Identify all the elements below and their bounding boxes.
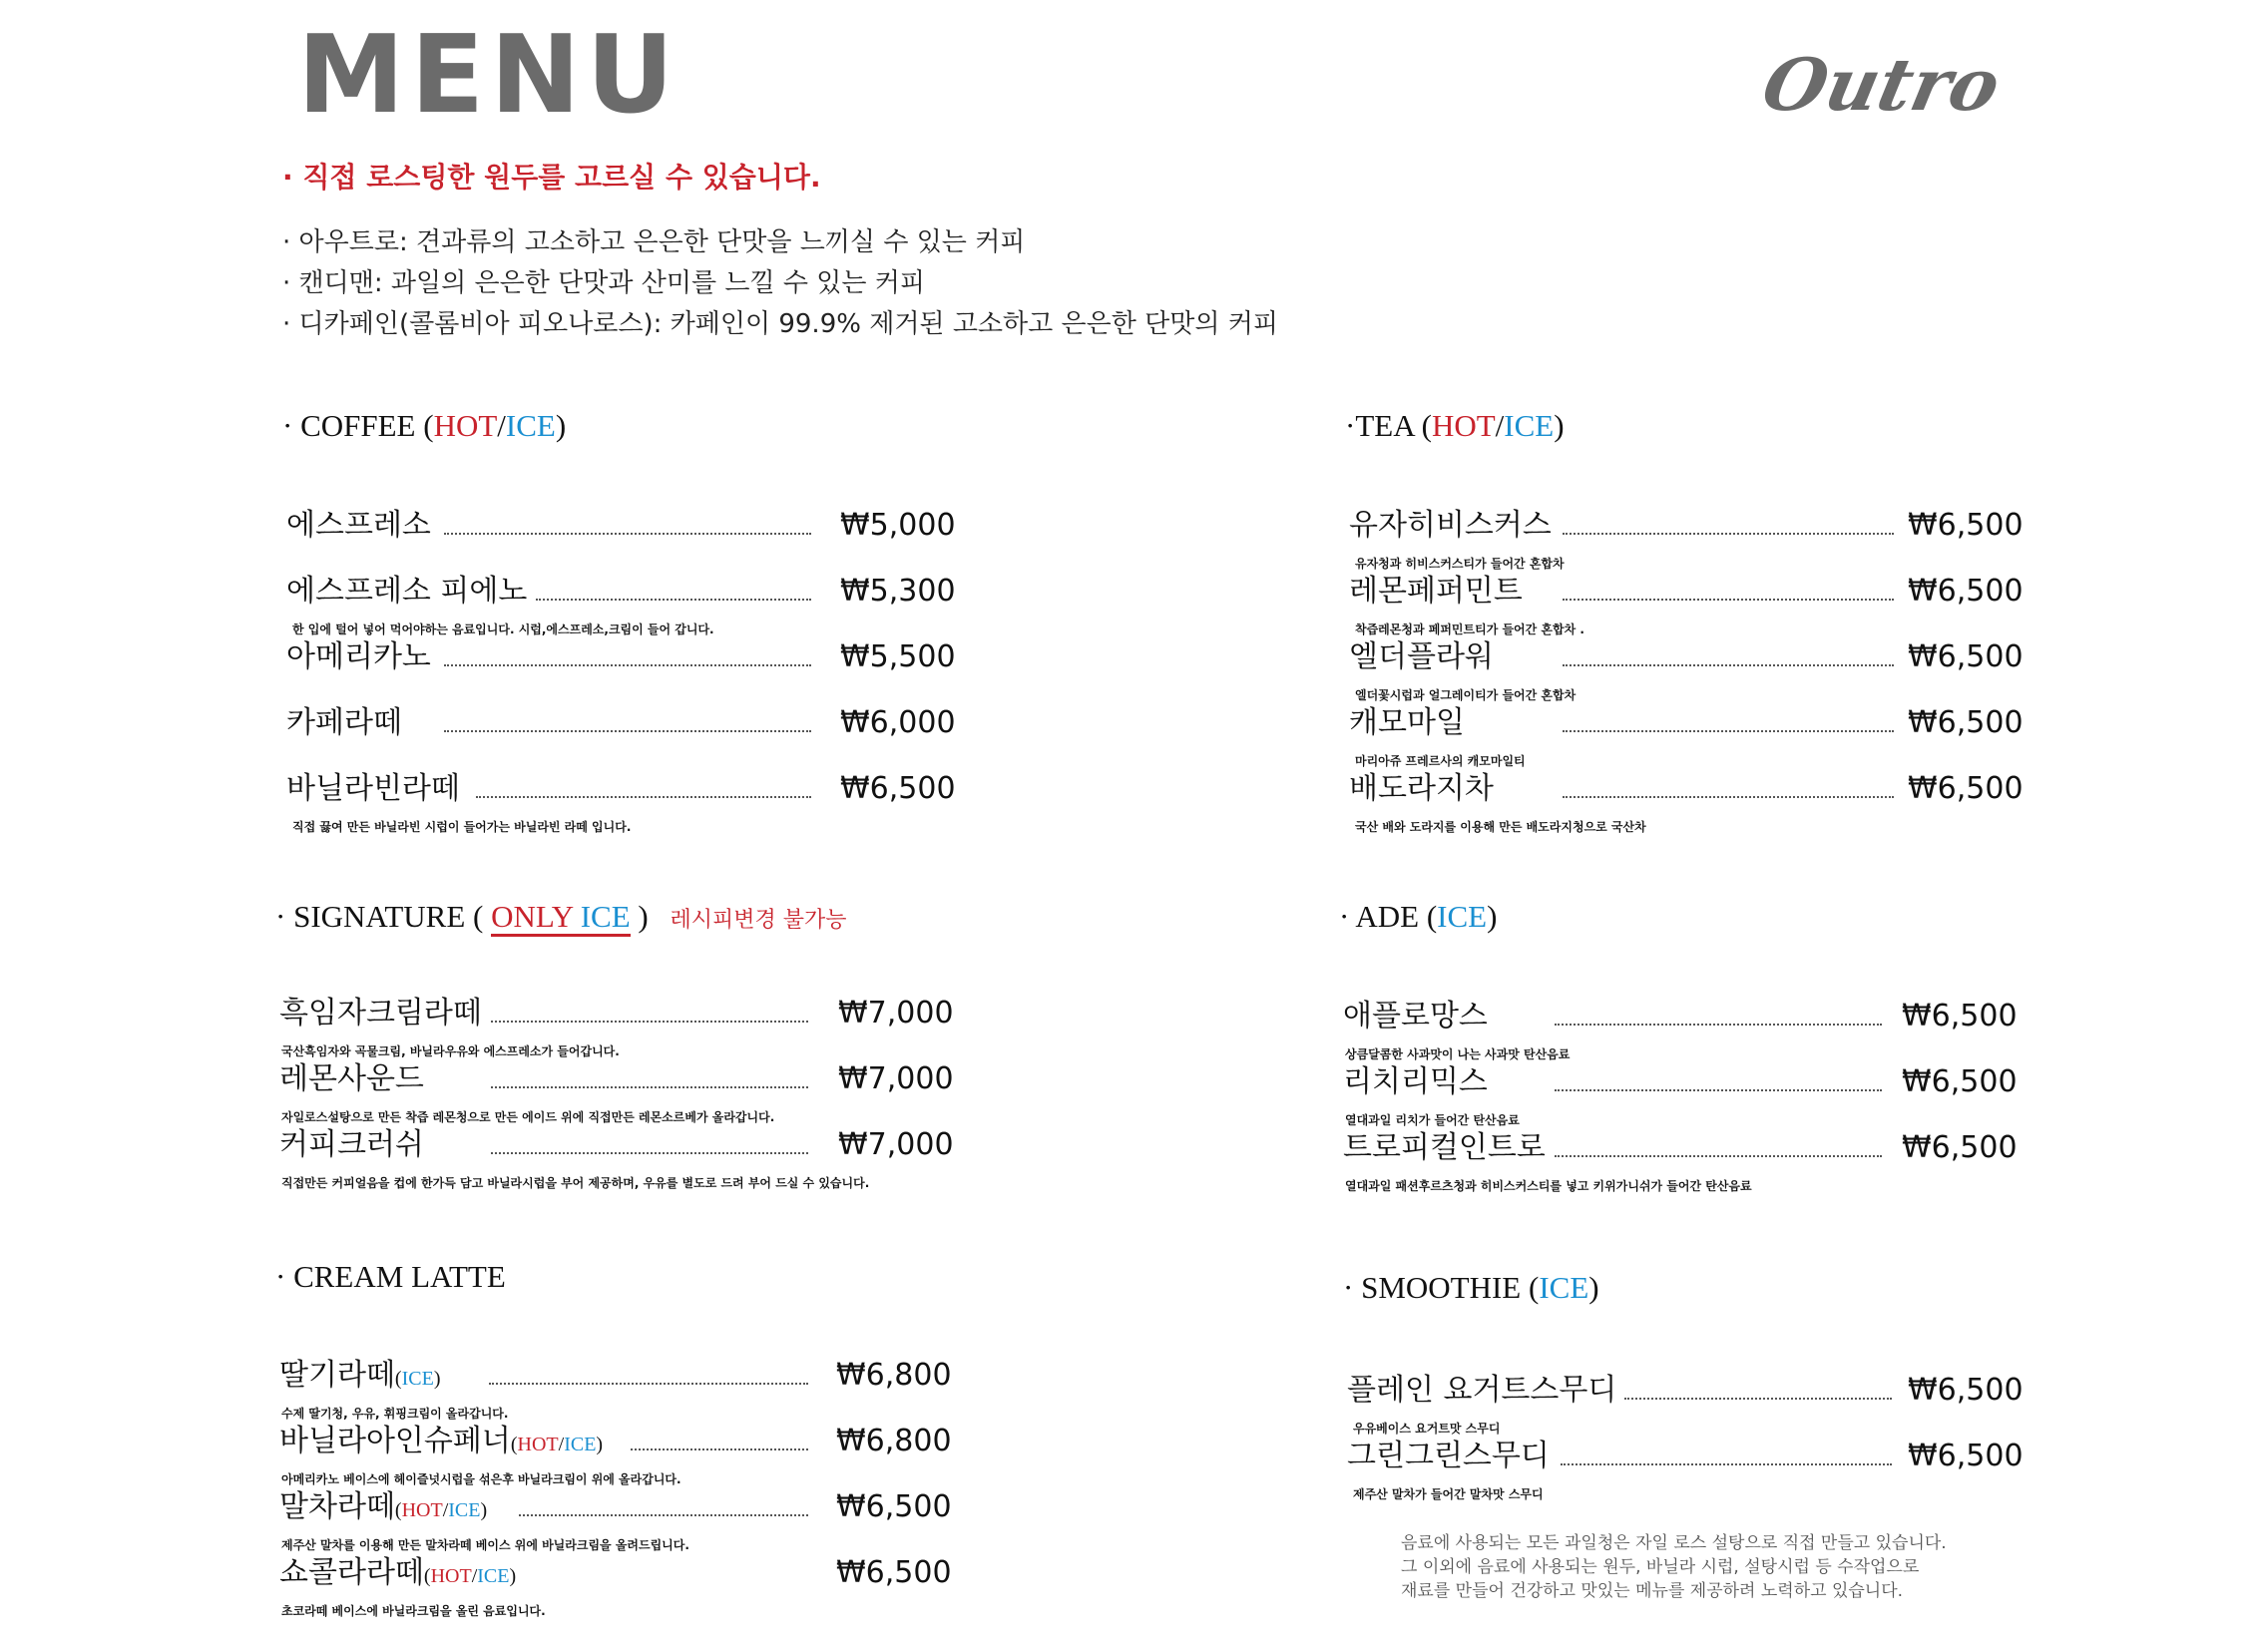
leader-dots [489, 1383, 808, 1385]
item-name: 캐모마일 [1349, 705, 1465, 740]
item-name: 레몬사운드 [279, 1061, 424, 1096]
list-item[interactable] [286, 508, 956, 551]
item-description: 수제 딸기청, 우유, 휘핑크림이 올라갑니다. [281, 1407, 509, 1421]
item-description: 아메리카노 베이스에 헤이즐넛시럽을 섞은후 바닐라크림이 위에 올라갑니다. [281, 1472, 681, 1486]
item-name: 배도라지차 [1349, 771, 1494, 806]
list-item[interactable] [279, 1358, 958, 1421]
item-price: ₩5,300 [840, 574, 956, 609]
item-description: 자일로스설탕으로 만든 착즙 레몬청으로 만든 에이드 위에 직접만든 레몬소르베가 올라갑니다. [281, 1110, 775, 1124]
item-description: 열대과일 리치가 들어간 탄산음료 [1345, 1113, 1520, 1127]
item-price: ₩6,800 [836, 1358, 952, 1393]
list-item[interactable] [279, 1555, 958, 1618]
coffee-heading: · COFFEE (HOT/ICE) [282, 408, 567, 443]
item-description: 엘더꽃시럽과 얼그레이티가 들어간 혼합차 [1355, 688, 1577, 702]
item-price: ₩6,500 [1902, 1130, 2018, 1165]
list-item[interactable] [279, 1061, 958, 1124]
item-name: 리치리믹스 [1343, 1064, 1488, 1099]
list-item[interactable] [1347, 1373, 2024, 1436]
item-description: 직접 끓여 만든 바닐라빈 시럽이 들어가는 바닐라빈 라떼 입니다. [292, 820, 632, 834]
smoothie-heading: · SMOOTHIE (ICE) [1343, 1270, 1599, 1305]
item-price: ₩6,500 [840, 771, 956, 806]
item-price: ₩7,000 [838, 1127, 954, 1162]
item-description: 마리아쥬 프레르사의 캐모마일티 [1355, 754, 1526, 768]
item-price: ₩7,000 [838, 996, 954, 1031]
item-price: ₩5,500 [840, 639, 956, 674]
item-description: 국산흑임자와 곡물크림, 바닐라우유와 에스프레소가 들어갑니다. [281, 1044, 620, 1058]
item-name: 유자히비스커스 [1349, 508, 1552, 543]
tea-heading: ·TEA (HOT/ICE) [1345, 408, 1565, 443]
leader-dots [444, 730, 811, 732]
leader-dots [519, 1514, 808, 1516]
svg-text:Outro: Outro [1755, 43, 2008, 128]
item-description: 유자청과 히비스커스티가 들어간 혼합차 [1355, 557, 1565, 571]
item-price: ₩6,500 [1908, 1439, 2024, 1473]
item-description: 우유베이스 요거트맛 스무디 [1353, 1422, 1501, 1436]
item-name: 플레인 요거트스무디 [1347, 1373, 1617, 1408]
item-description: 상큼달콤한 사과맛이 나는 사과맛 탄산음료 [1345, 1047, 1571, 1061]
item-price: ₩6,500 [1908, 574, 2024, 609]
intro-line: · 아우트로: 견과류의 고소하고 은은한 단맛을 느끼실 수 있는 커피 [282, 227, 1026, 257]
item-price: ₩7,000 [838, 1061, 954, 1096]
item-name: 애플로망스 [1343, 999, 1488, 1033]
list-item[interactable] [286, 574, 956, 636]
item-price: ₩6,500 [1908, 1373, 2024, 1408]
item-description: 제주산 말차를 이용해 만든 말차라떼 베이스 위에 바닐라크림을 올려드립니다. [281, 1538, 689, 1552]
item-price: ₩6,500 [1908, 705, 2024, 740]
item-price: ₩6,500 [1902, 999, 2018, 1033]
item-price: ₩6,000 [840, 705, 956, 740]
leader-dots [476, 796, 811, 798]
list-item[interactable] [1349, 639, 2024, 702]
list-item[interactable] [1343, 999, 2018, 1061]
list-item[interactable] [1349, 508, 2024, 571]
leader-dots [491, 1152, 808, 1154]
footer-note-line: 그 이외에 음료에 사용되는 원두, 바닐라 시럽, 설탕시럽 등 수작업으로 [1401, 1557, 1920, 1577]
leader-dots [1624, 1398, 1892, 1400]
outro-logo [1755, 40, 2008, 130]
item-price: ₩6,500 [836, 1555, 952, 1590]
item-price: ₩6,500 [1908, 508, 2024, 543]
headline: · 직접 로스팅한 원두를 고르실 수 있습니다. [282, 161, 821, 194]
list-item[interactable] [1343, 1064, 2018, 1127]
list-item[interactable] [279, 1127, 958, 1190]
item-name: 레몬페퍼민트 [1349, 574, 1523, 609]
list-item[interactable] [279, 1489, 958, 1552]
list-item[interactable] [1347, 1439, 2024, 1501]
item-name: 트로피컬인트로 [1343, 1130, 1546, 1165]
leader-dots [1563, 599, 1894, 601]
leader-dots [444, 533, 811, 535]
item-name: 쇼콜라라떼(HOT/ICE) [279, 1555, 517, 1590]
leader-dots [1555, 1024, 1882, 1026]
item-name: 에스프레소 [286, 508, 431, 543]
item-name: 엘더플라워 [1349, 639, 1494, 674]
item-description: 한 입에 털어 넣어 먹어야하는 음료입니다. 시럽,에스프레소,크림이 들어 갑니다. [292, 622, 714, 636]
intro-line: · 캔디맨: 과일의 은은한 단맛과 산미를 느낄 수 있는 커피 [282, 268, 925, 298]
item-description: 착즙레몬청과 페퍼민트티가 들어간 혼합차 . [1355, 622, 1584, 636]
item-name: 아메리카노 [286, 639, 431, 674]
footer-note-line: 음료에 사용되는 모든 과일청은 자일 로스 설탕으로 직접 만들고 있습니다. [1401, 1533, 1947, 1553]
leader-dots [1563, 796, 1894, 798]
list-item[interactable] [279, 996, 958, 1058]
menu-title: MENU [297, 13, 680, 138]
signature-heading: · SIGNATURE ( ONLY ICE ) 레시피변경 불가능 [275, 901, 847, 932]
leader-dots [491, 1086, 808, 1088]
leader-dots [491, 1021, 808, 1023]
item-price: ₩6,500 [836, 1489, 952, 1524]
list-item[interactable] [1343, 1130, 2018, 1193]
item-name: 바닐라빈라떼 [286, 771, 460, 806]
footer-note [1401, 1531, 1947, 1603]
leader-dots [1563, 533, 1894, 535]
leader-dots [1563, 730, 1894, 732]
list-item[interactable] [279, 1424, 958, 1486]
signature-note: 레시피변경 불가능 [670, 908, 847, 933]
leader-dots [1561, 1463, 1892, 1465]
leader-dots [1555, 1089, 1882, 1091]
item-description: 직접만든 커피얼음을 컵에 한가득 담고 바닐라시럽을 부어 제공하며, 우유를 별도로 드려 부어 드실 수 있습니다. [281, 1176, 870, 1190]
list-item[interactable] [1349, 771, 2024, 834]
item-description: 열대과일 패션후르츠청과 히비스커스티를 넣고 키위가니쉬가 들어간 탄산음료 [1345, 1179, 1752, 1193]
item-price: ₩6,800 [836, 1424, 952, 1458]
item-price: ₩6,500 [1908, 771, 2024, 806]
leader-dots [444, 664, 811, 666]
leader-dots [1563, 664, 1894, 666]
list-item[interactable] [286, 771, 956, 834]
list-item[interactable] [1349, 574, 2024, 636]
item-description: 제주산 말차가 들어간 말차맛 스무디 [1353, 1487, 1544, 1501]
leader-dots [1555, 1155, 1882, 1157]
item-description: 국산 배와 도라지를 이용해 만든 배도라지청으로 국산차 [1355, 820, 1646, 834]
item-name: 말차라떼(HOT/ICE) [279, 1489, 488, 1524]
leader-dots [631, 1448, 808, 1450]
leader-dots [536, 599, 811, 601]
item-name: 흑임자크림라떼 [279, 996, 482, 1031]
item-description: 초코라떼 베이스에 바닐라크림을 올린 음료입니다. [281, 1604, 546, 1618]
item-price: ₩6,500 [1908, 639, 2024, 674]
item-price: ₩5,000 [840, 508, 956, 543]
cream-latte-heading: · CREAM LATTE [275, 1259, 506, 1294]
item-name: 바닐라아인슈페너(HOT/ICE) [279, 1424, 604, 1458]
item-name: 그린그린스무디 [1347, 1439, 1550, 1473]
item-name: 딸기라떼(ICE) [279, 1358, 441, 1393]
ade-heading: · ADE (ICE) [1339, 899, 1498, 934]
item-name: 커피크러쉬 [279, 1127, 424, 1162]
list-item[interactable] [286, 639, 956, 682]
item-name: 카페라떼 [286, 705, 402, 740]
item-price: ₩6,500 [1902, 1064, 2018, 1099]
list-item[interactable] [1349, 705, 2024, 768]
list-item[interactable] [286, 705, 956, 748]
intro-line: · 디카페인(콜롬비아 피오나로스): 카페인이 99.9% 제거된 고소하고 은은한 단맛의 커피 [282, 309, 1279, 339]
item-name: 에스프레소 피에노 [286, 574, 528, 609]
footer-note-line: 재료를 만들어 건강하고 맛있는 메뉴를 제공하려 노력하고 있습니다. [1401, 1581, 1904, 1601]
